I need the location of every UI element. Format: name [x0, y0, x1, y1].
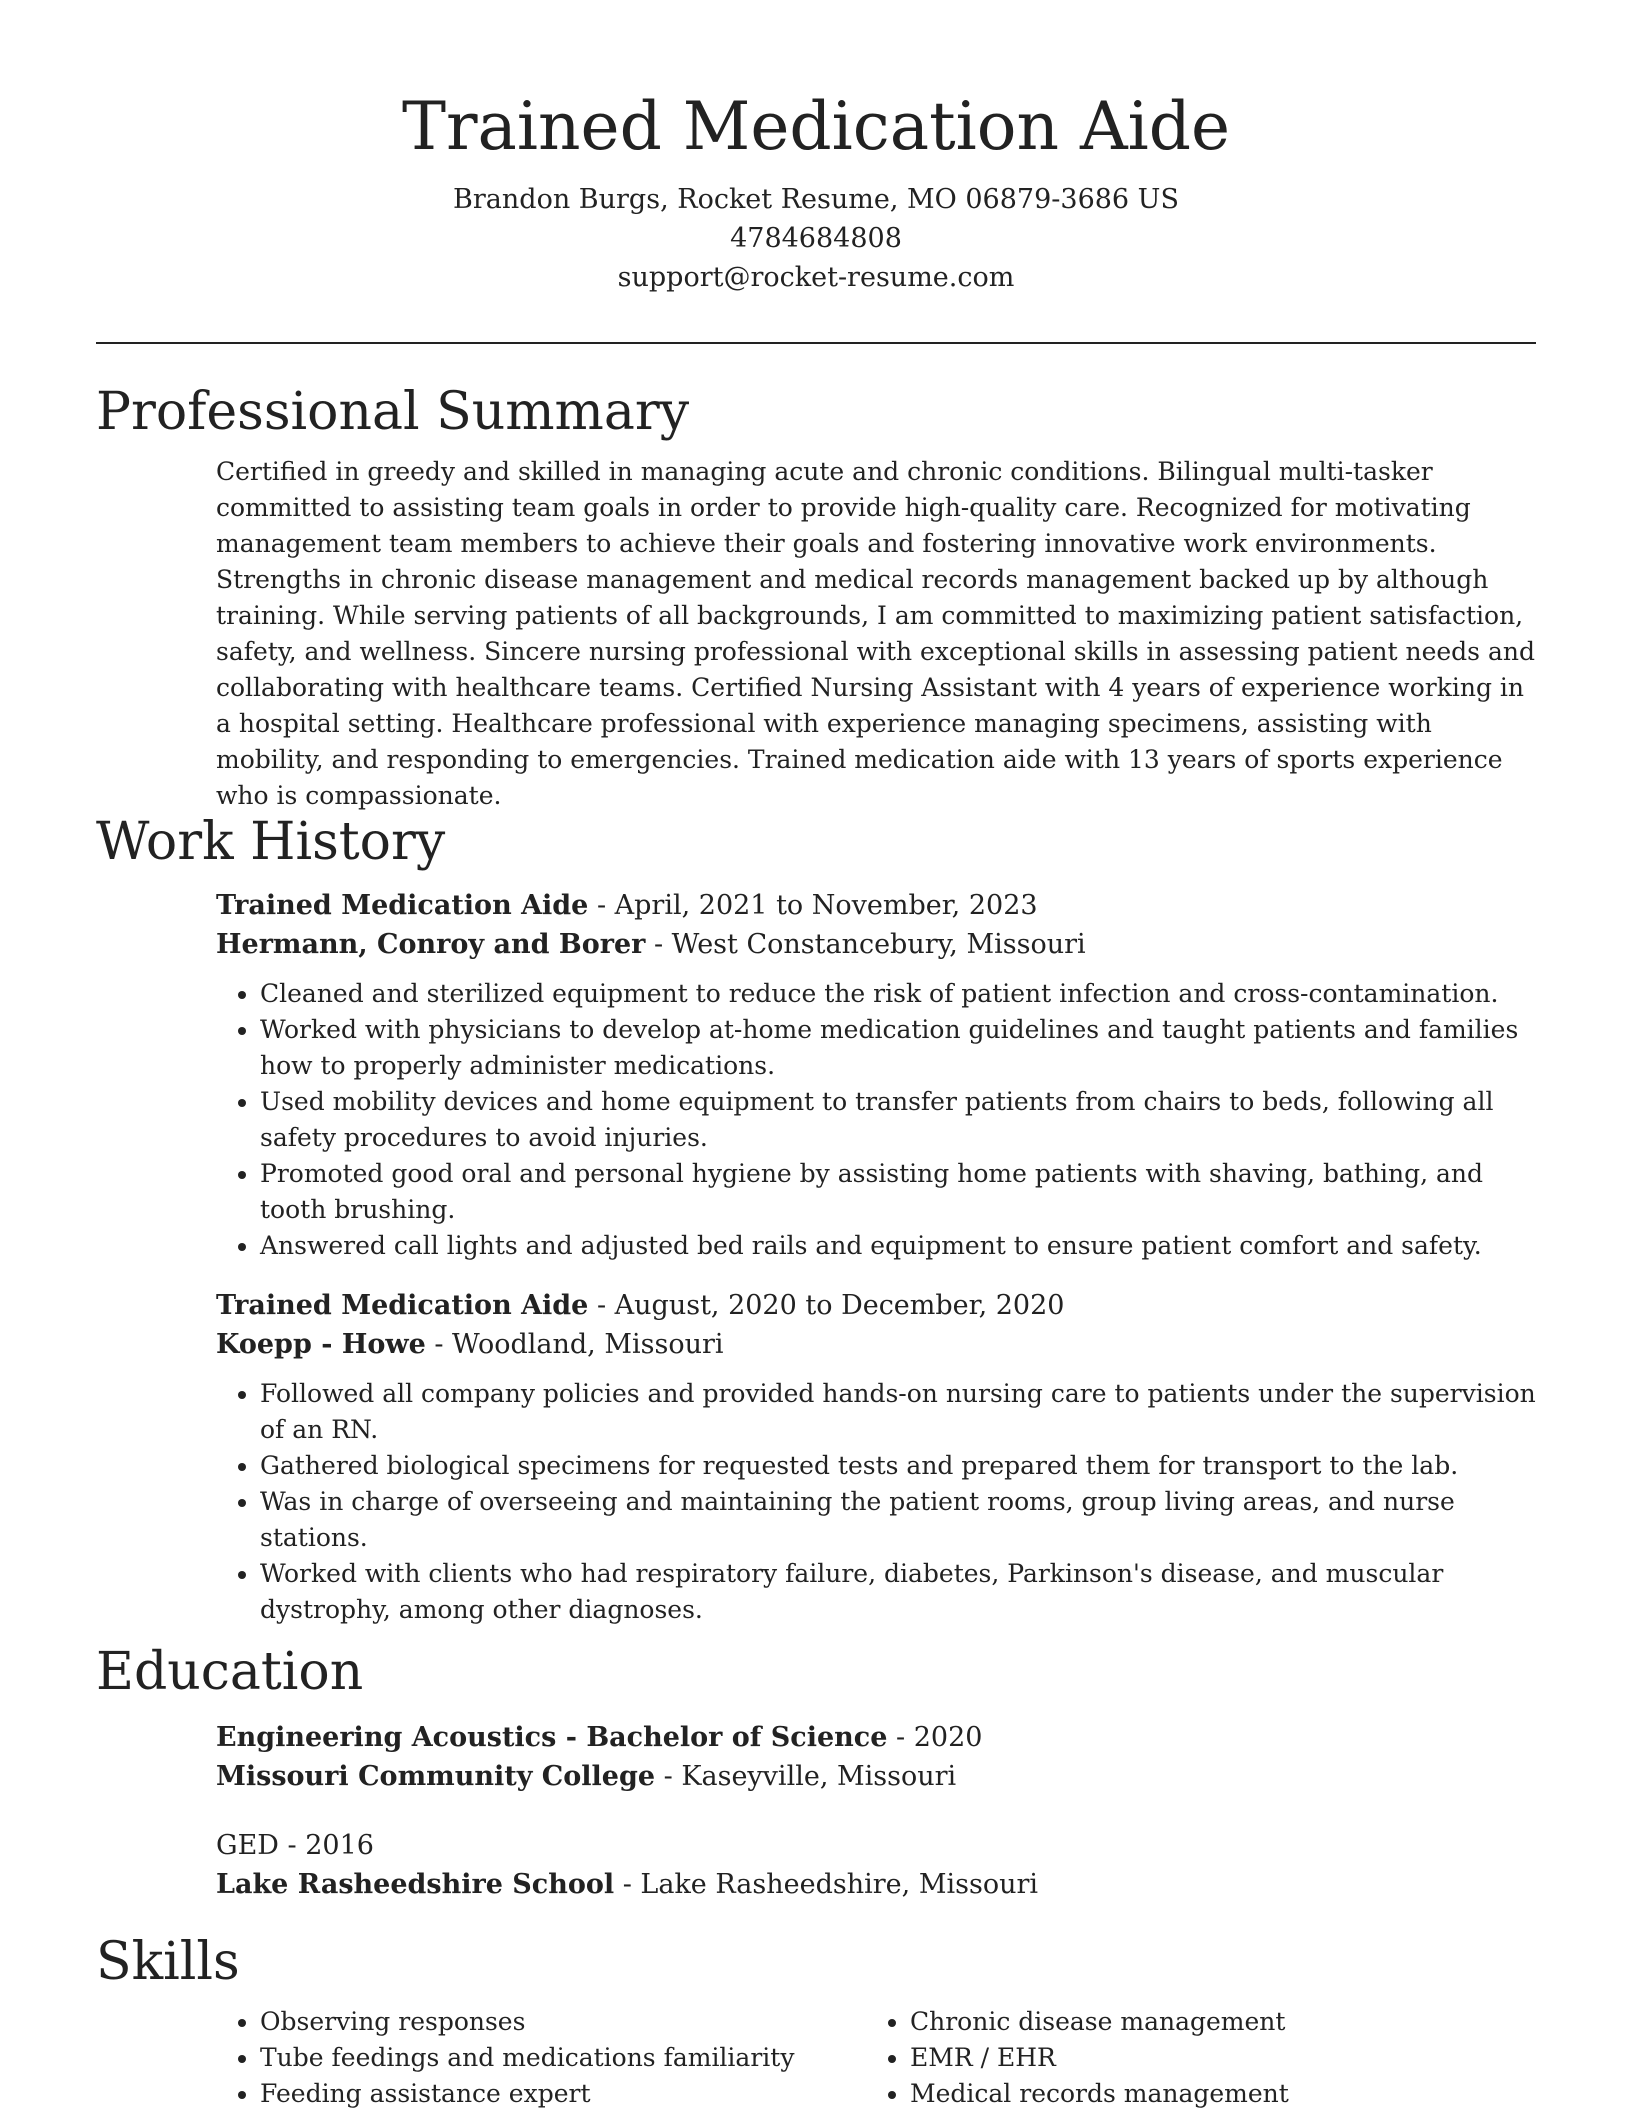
resume-header — [0, 0, 1632, 297]
job-bullet: • Promoted good oral and personal hygiene by assisting home patients with shaving, bathing, and tooth brushing. — [260, 1156, 1536, 1228]
job-company-line — [216, 1325, 1536, 1364]
skill-item: • Medical records management — [910, 2076, 1516, 2112]
education-school-line — [216, 1865, 1536, 1904]
education-school: Missouri Community College — [216, 1761, 656, 1792]
job-dates: - August, 2020 to December, 2020 — [588, 1290, 1065, 1321]
education-heading: Education — [96, 1642, 364, 1702]
address-line: Brandon Burgs, Rocket Resume, MO 06879-3686 US — [453, 184, 1179, 215]
job-bullet: • Cleaned and sterilized equipment to reduce the risk of patient infection and cross-contamination. — [260, 976, 1536, 1012]
skill-item: • Feeding assistance expert — [260, 2076, 866, 2112]
skills-section — [96, 1930, 1536, 2112]
job-dates: - April, 2021 to November, 2023 — [588, 890, 1038, 921]
job-bullet: • Worked with physicians to develop at-home medication guidelines and taught patients and families how to properly administer medications. — [260, 1012, 1536, 1084]
job-company: Hermann, Conroy and Borer — [216, 929, 646, 960]
job-bullets — [216, 976, 1536, 1264]
education-degree-line — [216, 1826, 1536, 1865]
skill-item: • Chronic disease management — [910, 2004, 1516, 2040]
phone-line: 4784684808 — [730, 223, 902, 254]
job-entry — [216, 886, 1536, 1264]
job-bullets — [216, 1376, 1536, 1628]
work-history-heading: Work History — [96, 812, 446, 872]
summary-text: Certified in greedy and skilled in managing acute and chronic conditions. Bilingual multi-tasker committed to assisting team goals in order to provide high-quality care. Recognized for motivating management team members to achieve their goals and fostering innovative work environments. Strengths in chronic disease management and medical records management backed up by although training. While serving patients of all backgrounds, I am committed to maximizing patient satisfaction, safety, and wellness. Sincere nursing professional with exceptional skills in assessing patient needs and collaborating with healthcare teams. Certified Nursing Assistant with 4 years of experience working in a hospital setting. Healthcare professional with experience managing specimens, assisting with mobility, and responding to emergencies. Trained medication aide with 13 years of sports experience who is compassionate. — [216, 457, 1535, 810]
education-degree-line — [216, 1718, 1536, 1757]
job-location: - Woodland, Missouri — [425, 1329, 724, 1360]
header-divider — [96, 342, 1536, 344]
education-year: - 2020 — [887, 1722, 983, 1753]
education-location: - Kaseyville, Missouri — [655, 1761, 957, 1792]
job-bullet: • Was in charge of overseeing and maintaining the patient rooms, group living areas, and nurse stations. — [260, 1484, 1536, 1556]
work-history-section — [96, 810, 1536, 1628]
summary-section — [96, 380, 1536, 814]
education-entry — [216, 1718, 1536, 1796]
skills-heading: Skills — [96, 1932, 240, 1992]
education-school-line — [216, 1757, 1536, 1796]
skill-item: • EMR / EHR — [910, 2040, 1516, 2076]
summary-heading: Professional Summary — [96, 382, 690, 442]
job-role: Trained Medication Aide — [216, 1290, 589, 1321]
job-role: Trained Medication Aide — [216, 890, 589, 921]
job-bullet: • Gathered biological specimens for requested tests and prepared them for transport to the lab. — [260, 1448, 1536, 1484]
job-title-line — [216, 886, 1536, 925]
contact-info — [0, 180, 1632, 297]
skill-item: • Tube feedings and medications familiarity — [260, 2040, 866, 2076]
job-bullet: • Used mobility devices and home equipment to transfer patients from chairs to beds, following all safety procedures to avoid injuries. — [260, 1084, 1536, 1156]
skills-column-right — [866, 2004, 1516, 2112]
job-bullet: • Followed all company policies and provided hands-on nursing care to patients under the supervision of an RN. — [260, 1376, 1536, 1448]
job-location: - West Constancebury, Missouri — [645, 929, 1086, 960]
education-year: - 2016 — [278, 1830, 374, 1861]
job-company: Koepp - Howe — [216, 1329, 426, 1360]
job-bullet: • Worked with clients who had respiratory failure, diabetes, Parkinson's disease, and muscular dystrophy, among other diagnoses. — [260, 1556, 1536, 1628]
job-title-line — [216, 1286, 1536, 1325]
skills-columns — [216, 2004, 1536, 2112]
education-section — [96, 1640, 1536, 1904]
education-location: - Lake Rasheedshire, Missouri — [614, 1869, 1039, 1900]
email-line: support@rocket-resume.com — [617, 262, 1015, 293]
job-entry — [216, 1286, 1536, 1628]
education-entry — [216, 1826, 1536, 1904]
education-degree: GED — [216, 1830, 279, 1861]
skill-item: • Observing responses — [260, 2004, 866, 2040]
job-bullet: • Answered call lights and adjusted bed rails and equipment to ensure patient comfort and safety. — [260, 1228, 1536, 1264]
education-school: Lake Rasheedshire School — [216, 1869, 615, 1900]
job-company-line — [216, 925, 1536, 964]
skills-column-left — [216, 2004, 866, 2112]
candidate-name: Trained Medication Aide — [401, 88, 1231, 165]
education-degree: Engineering Acoustics - Bachelor of Science — [216, 1722, 888, 1753]
